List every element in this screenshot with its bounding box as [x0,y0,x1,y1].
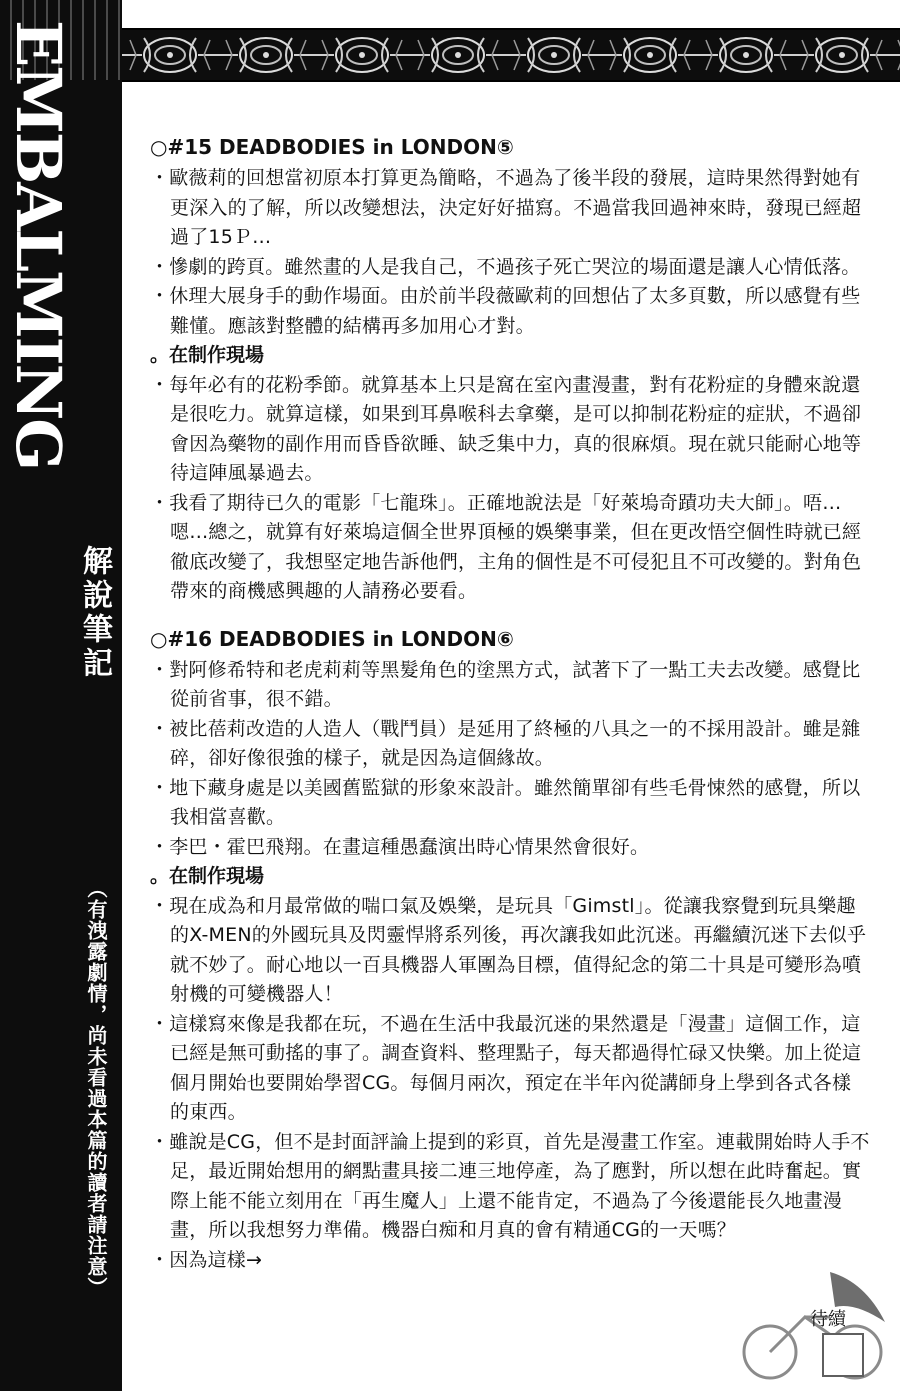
list-item: ・慘劇的跨頁。雖然畫的人是我自己，不過孩子死亡哭泣的場面還是讓人心情低落。 [150,255,861,278]
section-15 [150,132,870,607]
ornamental-band [122,28,900,82]
list-item: ・歐薇莉的回想當初原本打算更為簡略，不過為了後半段的發展，這時果然得對她有更深入的了解，所以改變想法，決定好好描寫。不過當我回過神來時，發現已經超過了15Ｐ… [150,167,862,248]
list-item: ・雖說是CG，但不是封面評論上提到的彩頁，首先是漫畫工作室。連載開始時人手不足，最近開始想用的網點畫具接二連三地停產，為了應對，所以想在此時奮起。實際上能不能立刻用在「再生魔人」上還不能肯定，不過為了今後還能長久地畫漫畫，所以我想努力準備。機器白痴和月真的會有精通CG的一天嗎？ [150,1130,870,1241]
list-item: ・李巴・霍巴飛翔。在畫這種愚蠢演出時心情果然會很好。 [150,835,650,858]
list-item: ・被比蓓莉改造的人造人（戰鬥員）是延用了終極的八具之一的不採用設計。雖是雜碎，卻好像很強的樣子，就是因為這個緣故。 [150,717,861,769]
list-item: ・因為這樣→ [150,1248,263,1271]
spine-title: EMBALMING [2,20,75,470]
section-16 [150,624,870,1276]
spoiler-warning: （有洩露劇情，尚未看過本篇的讀者請注意） [84,878,108,1298]
list-item: ・對阿修希特和老虎莉莉等黑髮角色的塗黑方式，試著下了一點工夫去改變。感覺比從前省事，很不錯。 [150,658,861,710]
list-item: ・我看了期待已久的電影「七龍珠」。正確地說法是「好萊塢奇蹟功夫大師」。唔…嗯…總之，就算有好萊塢這個全世界頂極的娛樂事業，但在更改悟空個性時就已經徹底改變了，我想堅定地告訴他們，主角的個性是不可侵犯且不可改變的。對角色帶來的商機感興趣的人請務必要看。 [150,491,862,602]
subsection-title: 。在制作現場 [150,865,265,887]
list-item: ・地下藏身處是以美國舊監獄的形象來設計。雖然簡單卻有些毛骨悚然的感覺，所以我相當喜歡。 [150,776,861,828]
list-item: ・這樣寫來像是我都在玩，不過在生活中我最沉迷的果然還是「漫畫」這個工作，這已經是無可動搖的事了。調查資料、整理點子，每天都過得忙碌又快樂。加上從這個月開始也要開始學習CG。每個月兩次，預定在半年內從講師身上學到各式各樣的東西。 [150,1012,862,1123]
commentary-content [150,132,870,1275]
spine-subtitle: 解說筆記 [77,545,112,681]
list-item: ・現在成為和月最常做的喘口氣及娛樂，是玩具「Gimstl」。從讓我察覺到玩具樂趣的X-MEN的外國玩具及閃靈悍將系列後，再次讓我如此沉迷。再繼續沉迷下去似乎就不妙了。耐心地以一百具機器人軍團為目標，值得紀念的第二十具是可變形為噴射機的可變機器人！ [150,894,867,1005]
list-item: ・休理大展身手的動作場面。由於前半段薇歐莉的回想佔了太多頁數，所以感覺有些難懂。應該對整體的結構再多加用心才對。 [150,285,861,337]
subsection-title: 。在制作現場 [150,344,265,366]
list-item: ・每年必有的花粉季節。就算基本上只是窩在室內畫漫畫，對有花粉症的身體來說還是很吃力。就算這樣，如果到耳鼻喉科去拿藥，是可以抑制花粉症的症狀，不過卻會因為藥物的副作用而昏昏欲睡、缺乏集中力，真的很麻煩。現在就只能耐心地等待這陣風暴過去。 [150,373,862,484]
section-title: ○#16 DEADBODIES in LONDON⑥ [150,626,514,651]
ornament-pattern-icon [122,30,900,80]
spine [0,0,122,1391]
section-title: ○#15 DEADBODIES in LONDON⑤ [150,135,514,159]
to-be-continued: 待續 [810,1309,846,1330]
